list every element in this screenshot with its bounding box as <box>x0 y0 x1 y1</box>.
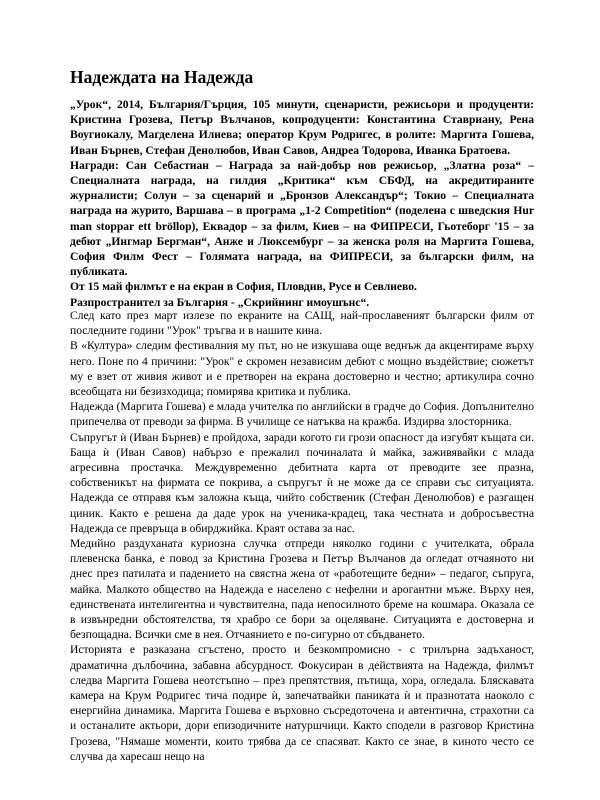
credits-release: От 15 май филмът е на екран в София, Пловдив, Русе и Севлиево. <box>70 280 417 294</box>
credits-film-info: „Урок“, 2014, България/Гърция, 105 минути, сценаристи, режисьори и продуценти: Кристина Грозева, Петър Вълчанов, копродуценти: Константина Ставриану, Рена Воугиокалу, Магделена Илиева; оператор Крум Родригес, в ролите: Маргита Гошева, Иван Бърнев, Стефан Денолюбов, Иван Савов, Андреа Тодорова, Иванка Братоева. <box>70 98 534 157</box>
credits-distributor: Разпространител за България - „Скрийнинг имоушънс“. <box>70 295 370 309</box>
paragraph: Историята е разказана сгъстено, просто и безкомпромисно - с трилърна задъханост, драматична дълбочина, забавна абсурдност. Фокусиран в действията на Надежда, филмът следва Маргита Гошева неотстъпно – през препятствия, пътища, хора, огледала. Бляскавата камера на Крум Родригес тича подире ѝ, запечатвайки паниката ѝ и празнотата наоколо с енергийна динамика. Маргита Гошева е върховно съсредоточена и автентична, страхотни са и останалите актьори, дори епизодичните натуршчици. Както сподели в разговор Кристина Грозева, "Нямаше моменти, които трябва да се спасяват. Както се знае, в киното често се случва да харесаш нещо на <box>70 643 534 763</box>
paragraph: След като през март излезе по екраните на САЩ, най-прославеният български филм от последните години "Урок" тръгва и в нашите кина. <box>70 309 534 338</box>
article-title: Надеждата на Надежда <box>70 67 254 87</box>
paragraph: Надежда (Маргита Гошева) е млада учителка по английски в градче до София. Допълнително припечелва от преводи за фирма. В училище се натъква на кражба. Издирва злосторника. <box>70 400 534 429</box>
film-credits <box>70 97 534 310</box>
credits-awards: Награди: Сан Себастиан – Награда за най-добър нов режисьор, „Златна роза“ – Специалната награда, на гилдия „Критика“ към СБФД, на акредитираните журналисти; Солун – за сценарий и „Бронзов Александър“; Токио – Специалната награда на журито, Варшава – в програма „1-2 Competition“ (поделена с шведския Hur man stoppar ett bröllop), Еквадор – за филм, Киев – на ФИПРЕСИ, Гьотеборг '15 – за дебют „Ингмар Бергман“, Анже и Люксембург – за женска роля на Маргита Гошева, София Филм Фест – Голямата награда, на ФИПРЕСИ, за български филм, на публиката. <box>70 158 534 279</box>
paragraph: Съпругът ѝ (Иван Бърнев) е пройдоха, заради когото ги грози опасност да изгубят къщата си. Баща ѝ (Иван Савов) набързо е прежалил починалата ѝ майка, заживявайки с млада агресивна простачка. Междувременно дебитната карта от преводите зее празна, собственикът на фирмата се покрива, а съпругът ѝ не може да се справи със ситуацията. Надежда се отправя към заложна къща, чийто собственик (Стефан Денолюбов) е разгащен циник. Както е решена да даде урок на ученика-крадец, така честната и добросъвестна Надежда се превръща в обирджийка. Краят остава за нас. <box>70 430 534 535</box>
article-body <box>70 308 534 764</box>
paragraph: Медийно раздуханата куриозна случка отпреди няколко години с учителката, обрала плевенска банка, е повод за Кристина Грозева и Петър Вълчанов да огледат отчаяното ни днес през патилата и падението на свястна жена от «работещите бедни» – педагог, съпруга, майка. Малкото общество на Надежда е населено с нефелни и арогантни мъже. Върху нея, единствената интелигентна и чувствителна, пада непосилното бреме на кошмара. Оказала се в извънредни обстоятелства, тя храбро се бори за оцеляване. Ситуацията е достоверна и безпощадна. Всички сме в нея. Отчаянието е по-сигурно от сбъдването. <box>70 537 534 642</box>
paragraph: В «Култура» следим фестивалния му път, но не изкушава още веднъж да акцентираме върху него. Поне по 4 причини: "Урок" е скромен независим дебют с мощно въздействие; сюжетът му е взет от живия живот и е претворен на екрана достоверно и честно; артикулира сочно всеобщата ни безизходица; помирява критика и публика. <box>70 339 534 399</box>
